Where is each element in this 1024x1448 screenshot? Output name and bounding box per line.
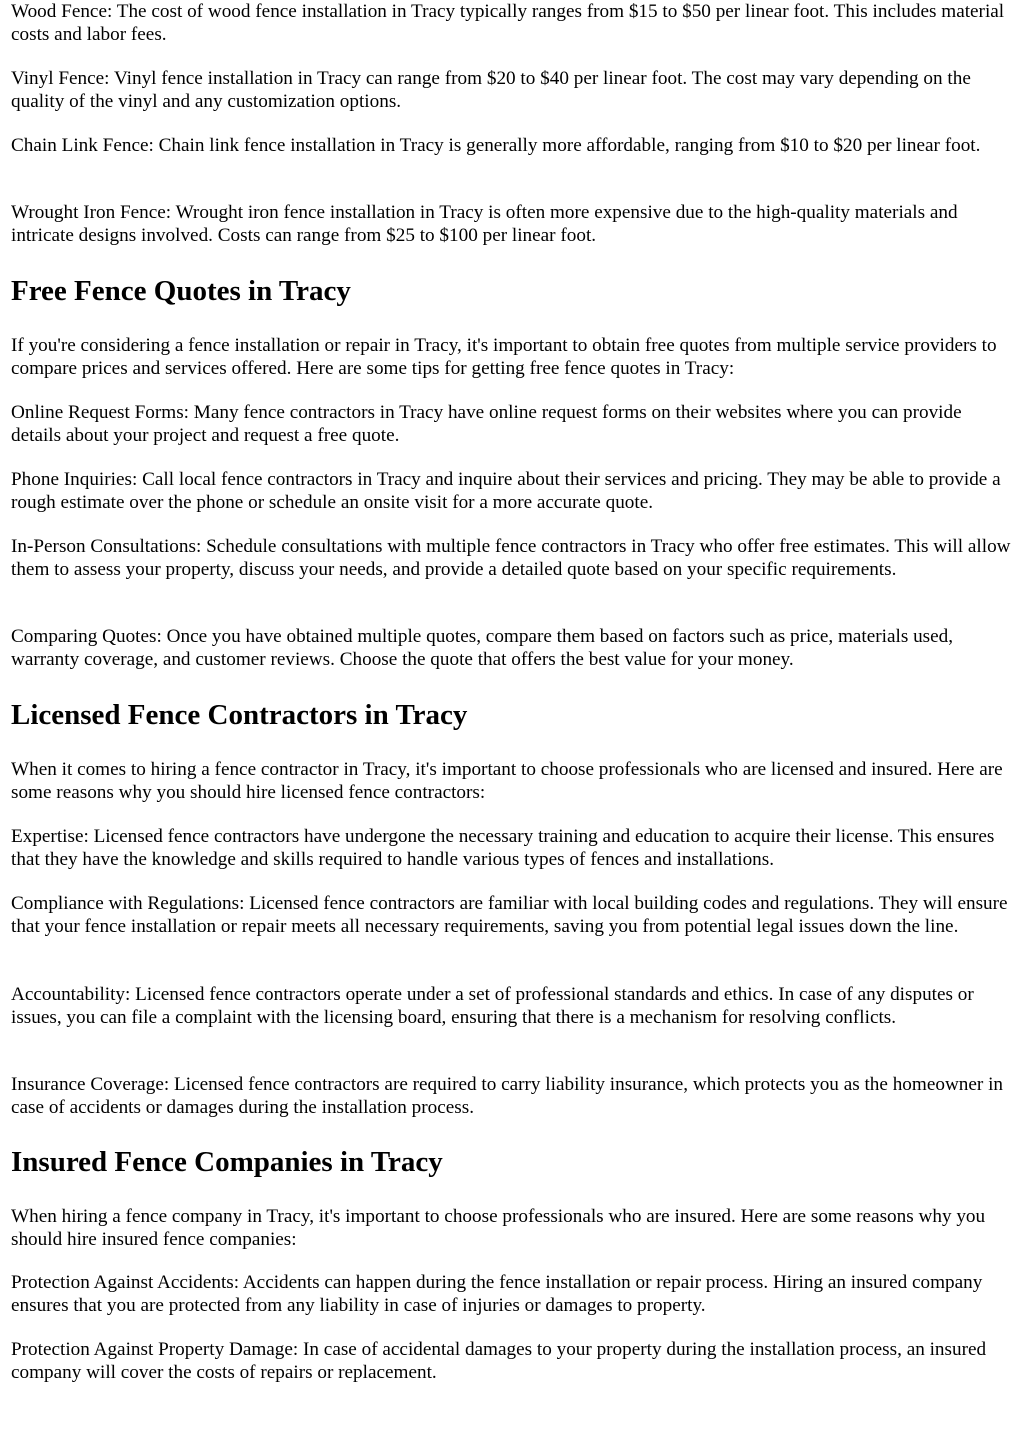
- paragraph-accountability: Accountability: Licensed fence contractors operate under a set of professional standards and ethics. In case of any disputes or issues, you can file a complaint with the licensing board, ensuring that there is a mechanism for resolving conflicts.: [11, 984, 974, 1029]
- paragraph-expertise: Expertise: Licensed fence contractors have undergone the necessary training and education to acquire their license. This ensures that they have the knowledge and skills required to handle various types of fences and installations.: [11, 826, 995, 871]
- paragraph-insured-intro: When hiring a fence company in Tracy, it's important to choose professionals who are insured. Here are some reasons why you should hire insured fence companies:: [11, 1206, 986, 1251]
- paragraph-protection-property-damage: Protection Against Property Damage: In case of accidental damages to your property during the installation process, an insured company will cover the costs of repairs or replacement.: [11, 1339, 987, 1384]
- paragraph-licensed-intro: When it comes to hiring a fence contractor in Tracy, it's important to choose professionals who are licensed and insured. Here are some reasons why you should hire licensed fence contractors:: [11, 759, 1003, 804]
- paragraph-online-request-forms: Online Request Forms: Many fence contractors in Tracy have online request forms on their websites where you can provide details about your project and request a free quote.: [11, 402, 962, 447]
- heading-free-fence-quotes: Free Fence Quotes in Tracy: [11, 275, 351, 307]
- paragraph-in-person-consultations: In-Person Consultations: Schedule consultations with multiple fence contractors in Tracy who offer free estimates. This will allow them to assess your property, discuss your needs, and provide a detailed quote based on your specific requirements.: [11, 536, 1011, 581]
- paragraph-wood-fence: Wood Fence: The cost of wood fence installation in Tracy typically ranges from $15 to $50 per linear foot. This includes material costs and labor fees.: [11, 1, 1005, 46]
- paragraph-protection-accidents: Protection Against Accidents: Accidents can happen during the fence installation or repair process. Hiring an insured company ensures that you are protected from any liability in case of injuries or damages to property.: [11, 1272, 983, 1317]
- paragraph-phone-inquiries: Phone Inquiries: Call local fence contractors in Tracy and inquire about their services and pricing. They may be able to provide a rough estimate over the phone or schedule an onsite visit for a more accurate quote.: [11, 469, 1001, 514]
- paragraph-comparing-quotes: Comparing Quotes: Once you have obtained multiple quotes, compare them based on factors such as price, materials used, warranty coverage, and customer reviews. Choose the quote that offers the best value for your money.: [11, 626, 954, 671]
- paragraph-quotes-intro: If you're considering a fence installation or repair in Tracy, it's important to obtain free quotes from multiple service providers to compare prices and services offered. Here are some tips for getting free fence quotes in Tracy:: [11, 335, 997, 380]
- paragraph-vinyl-fence: Vinyl Fence: Vinyl fence installation in Tracy can range from $20 to $40 per linear foot. The cost may vary depending on the quality of the vinyl and any customization options.: [11, 68, 971, 113]
- paragraph-insurance-coverage: Insurance Coverage: Licensed fence contractors are required to carry liability insurance, which protects you as the homeowner in case of accidents or damages during the installation process.: [11, 1074, 1004, 1119]
- paragraph-compliance: Compliance with Regulations: Licensed fence contractors are familiar with local building codes and regulations. They will ensure that your fence installation or repair meets all necessary requirements, saving you from potential legal issues down the line.: [11, 893, 1008, 938]
- heading-licensed-fence-contractors: Licensed Fence Contractors in Tracy: [11, 699, 468, 731]
- paragraph-chain-link-fence: Chain Link Fence: Chain link fence installation in Tracy is generally more affordable, ranging from $10 to $20 per linear foot.: [11, 135, 981, 156]
- heading-insured-fence-companies: Insured Fence Companies in Tracy: [11, 1146, 443, 1178]
- paragraph-wrought-iron-fence: Wrought Iron Fence: Wrought iron fence installation in Tracy is often more expensive due to the high-quality materials and intricate designs involved. Costs can range from $25 to $100 per linear foot.: [11, 202, 958, 247]
